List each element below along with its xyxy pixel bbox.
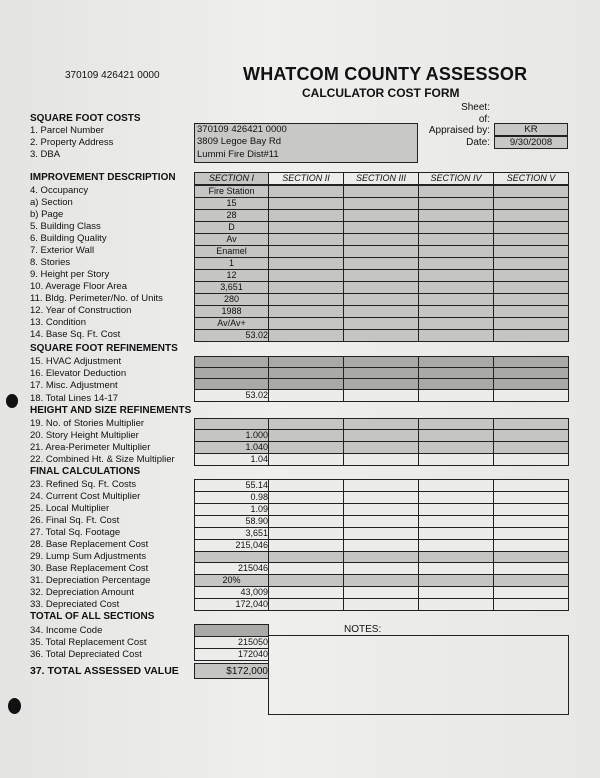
assessed-grid [194, 663, 269, 679]
label-total-lines-14-17: 18. Total Lines 14-17 [30, 393, 119, 404]
building-quality-value: Av [195, 234, 269, 246]
label-building-quality: 6. Building Quality [30, 233, 107, 244]
label-property-address: 2. Property Address [30, 137, 114, 148]
label-parcel-number: 1. Parcel Number [30, 125, 104, 136]
label-depreciation-percentage: 31. Depreciation Percentage [30, 575, 151, 586]
depreciated-cost-value: 172,040 [195, 599, 269, 611]
height-size-refinements-heading: HEIGHT AND SIZE REFINEMENTS [30, 405, 192, 416]
date-label: Date: [466, 137, 490, 148]
label-bldg-perimeter: 11. Bldg. Perimeter/No. of Units [30, 293, 163, 304]
current-cost-multiplier-value: 0.98 [195, 492, 269, 504]
punch-hole-bottom [8, 698, 21, 714]
totals-grid [194, 624, 269, 661]
label-current-cost-multiplier: 24. Current Cost Multiplier [30, 491, 141, 502]
property-info-box [194, 123, 418, 163]
label-stories: 8. Stories [30, 257, 71, 268]
col-section-5: SECTION V [494, 173, 569, 185]
col-section-3: SECTION III [344, 173, 419, 185]
label-condition: 13. Condition [30, 317, 86, 328]
stories-value: 1 [195, 258, 269, 270]
label-local-multiplier: 25. Local Multiplier [30, 503, 110, 514]
sheet-label: Sheet: [461, 102, 490, 113]
appraised-by-value: KR [494, 123, 568, 136]
label-lump-sum-adjustments: 29. Lump Sum Adjustments [30, 551, 147, 562]
exterior-wall-value: Enamel [195, 246, 269, 258]
notes-label: NOTES: [344, 624, 382, 635]
label-occupancy: 4. Occupancy [30, 185, 89, 196]
label-hvac-adjustment: 15. HVAC Adjustment [30, 356, 122, 367]
parcel-number-value: 370109 426421 0000 [197, 124, 287, 135]
sheet-of-label: of: [478, 114, 490, 125]
label-income-code: 34. Income Code [30, 625, 103, 636]
label-final-sq-ft-cost: 26. Final Sq. Ft. Cost [30, 515, 120, 526]
label-exterior-wall: 7. Exterior Wall [30, 245, 95, 256]
label-dba: 3. DBA [30, 149, 61, 160]
refined-sq-ft-costs-value: 55.14 [195, 480, 269, 492]
section-header-row [194, 172, 569, 185]
occupancy-value: Fire Station [195, 186, 269, 198]
local-multiplier-value: 1.09 [195, 504, 269, 516]
total-replacement-cost-value: 215050 [195, 637, 269, 649]
col-section-4: SECTION IV [419, 173, 494, 185]
label-building-class: 5. Building Class [30, 221, 101, 232]
label-base-replacement-cost: 28. Base Replacement Cost [30, 539, 149, 550]
final-grid [194, 479, 569, 611]
label-no-of-stories-multiplier: 19. No. of Stories Multiplier [30, 418, 145, 429]
label-refined-sq-ft-costs: 23. Refined Sq. Ft. Costs [30, 479, 137, 490]
final-calculations-heading: FINAL CALCULATIONS [30, 466, 141, 477]
punch-hole-top [6, 394, 18, 408]
notes-box [268, 635, 569, 715]
building-class-value: D [195, 222, 269, 234]
label-average-floor-area: 10. Average Floor Area [30, 281, 127, 292]
total-sq-footage-value: 3,651 [195, 528, 269, 540]
label-depreciation-amount: 32. Depreciation Amount [30, 587, 135, 598]
depreciation-amount-value: 43,009 [195, 587, 269, 599]
square-foot-costs-heading: SQUARE FOOT COSTS [30, 113, 141, 124]
square-foot-refinements-heading: SQUARE FOOT REFINEMENTS [30, 343, 178, 354]
depreciation-percentage-value: 20% [195, 575, 269, 587]
base-replacement-cost-value: 215,046 [195, 540, 269, 552]
label-elevator-deduction: 16. Elevator Deduction [30, 368, 127, 379]
label-page: b) Page [30, 209, 64, 220]
height-per-story-value: 12 [195, 270, 269, 282]
refinements-grid [194, 356, 569, 402]
label-base-replacement-cost-2: 30. Base Replacement Cost [30, 563, 149, 574]
label-story-height-multiplier: 20. Story Height Multiplier [30, 430, 139, 441]
story-height-multiplier-value: 1.000 [195, 430, 269, 442]
total-lines-14-17-value: 53.02 [195, 390, 269, 402]
page-value: 28 [195, 210, 269, 222]
date-value: 9/30/2008 [494, 136, 568, 149]
label-height-per-story: 9. Height per Story [30, 269, 110, 280]
section-value: 15 [195, 198, 269, 210]
improvement-description-heading: IMPROVEMENT DESCRIPTION [30, 172, 176, 183]
label-total-sq-footage: 27. Total Sq. Footage [30, 527, 121, 538]
improvement-grid [194, 185, 569, 342]
average-floor-area-value: 3,651 [195, 282, 269, 294]
total-depreciated-cost-value: 172040 [195, 649, 269, 661]
label-combined-ht-size-multiplier: 22. Combined Ht. & Size Multiplier [30, 454, 175, 465]
area-perimeter-multiplier-value: 1.040 [195, 442, 269, 454]
condition-value: Av/Av+ [195, 318, 269, 330]
base-sq-ft-cost-value: 53.02 [195, 330, 269, 342]
dba-value: Lummi Fire Dist#11 [197, 149, 279, 160]
appraised-by-label: Appraised by: [428, 125, 490, 136]
total-all-sections-heading: TOTAL OF ALL SECTIONS [30, 611, 155, 622]
label-base-sq-ft-cost: 14. Base Sq. Ft. Cost [30, 329, 121, 340]
label-depreciated-cost: 33. Depreciated Cost [30, 599, 120, 610]
label-total-replacement-cost: 35. Total Replacement Cost [30, 637, 147, 648]
label-misc-adjustment: 17. Misc. Adjustment [30, 380, 118, 391]
col-section-2: SECTION II [269, 173, 344, 185]
label-area-perimeter-multiplier: 21. Area-Perimeter Multiplier [30, 442, 151, 453]
year-of-construction-value: 1988 [195, 306, 269, 318]
total-assessed-value: $172,000 [195, 664, 269, 679]
form-title: WHATCOM COUNTY ASSESSOR [243, 64, 528, 84]
label-year-of-construction: 12. Year of Construction [30, 305, 132, 316]
label-total-depreciated-cost: 36. Total Depreciated Cost [30, 649, 142, 660]
property-address-value: 3809 Legoe Bay Rd [197, 136, 281, 147]
base-replacement-cost-2-value: 215046 [195, 563, 269, 575]
form-subtitle: CALCULATOR COST FORM [302, 86, 460, 100]
label-section: a) Section [30, 197, 73, 208]
final-sq-ft-cost-value: 58.90 [195, 516, 269, 528]
parcel-id-header: 370109 426421 0000 [65, 70, 160, 81]
bldg-perimeter-value: 280 [195, 294, 269, 306]
col-section-1: SECTION I [195, 173, 269, 185]
combined-ht-size-multiplier-value: 1.04 [195, 454, 269, 466]
height-grid [194, 418, 569, 466]
label-total-assessed-value: 37. TOTAL ASSESSED VALUE [30, 665, 179, 677]
